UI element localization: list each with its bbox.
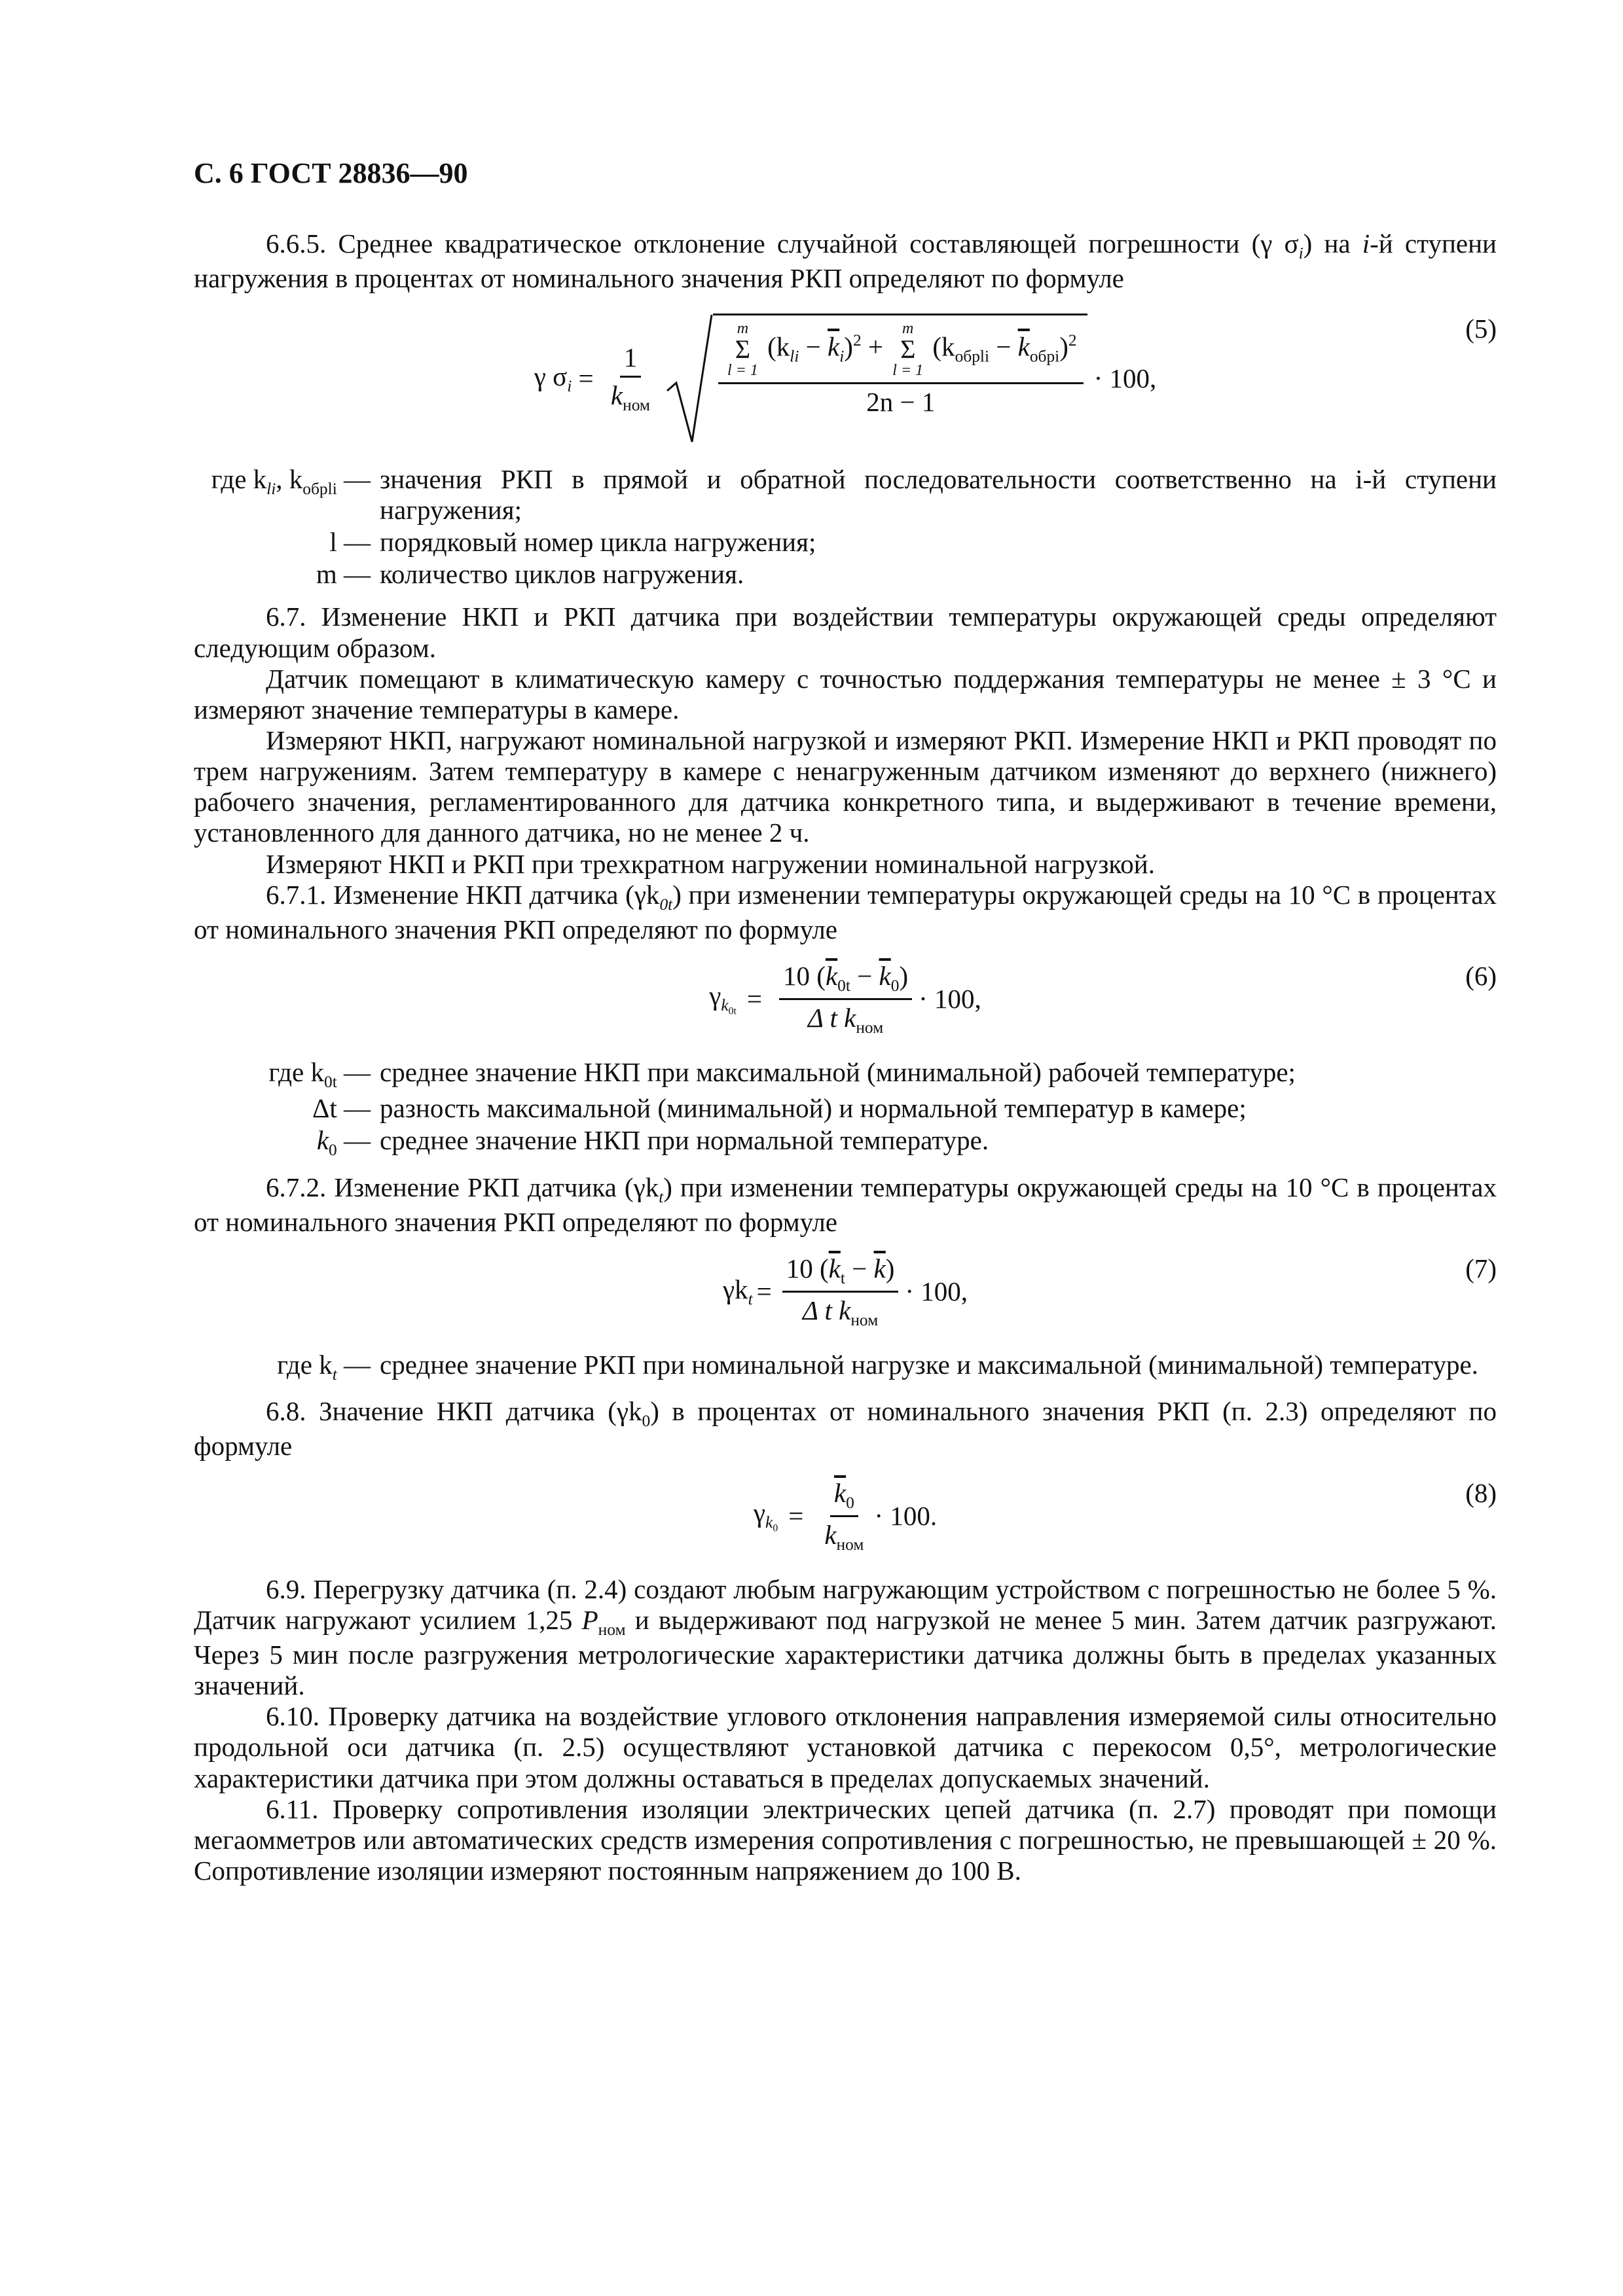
numerator <box>782 1253 899 1293</box>
subscript <box>567 377 572 395</box>
text: − <box>989 331 1018 362</box>
fraction <box>607 342 654 415</box>
subscript: 0 <box>846 1493 854 1512</box>
fraction <box>820 1478 867 1554</box>
definition-text: порядковый номер цикла нагружения; <box>380 527 816 558</box>
symbol: γ <box>753 1497 766 1528</box>
sigma: Σ <box>735 334 751 364</box>
subscript: ном <box>850 1310 879 1329</box>
italic: t <box>659 1187 664 1206</box>
subscript: ном <box>623 396 650 415</box>
italic: $\overline{k}$ <box>828 1253 841 1283</box>
limit: l = 1 <box>892 361 924 379</box>
subscript <box>790 347 799 365</box>
italic: k <box>721 996 729 1015</box>
text: 6.7.2. Изменение РКП датчика (γk <box>266 1172 659 1202</box>
paragraph-6-10: 6.10. Проверку датчика на воздействие углового отклонения направления измеряемой силы относительно продольной оси датчика (п. 2.5) осуществляют установкой датчика с перекосом 0,5°, метрологические характеристики датчика при этом должны оставаться в пределах допускаемых значений. <box>194 1701 1497 1793</box>
formula-lhs <box>709 980 737 1018</box>
text: -й ступени нагружения в процентах от номинального значения РКП определяют по формуле <box>194 228 1497 293</box>
definitions-5 <box>194 464 1497 590</box>
formula-8 <box>194 1478 1497 1554</box>
text: ) при изменении температуры окружающей среды на 10 °С в процентах от номинального значения РКП определяют по формуле <box>194 1172 1497 1237</box>
text: — <box>337 1350 371 1380</box>
text: − <box>845 1253 874 1283</box>
italic: i <box>1362 228 1370 259</box>
sum <box>892 321 923 378</box>
italic: $\overline{k}$ <box>879 960 891 991</box>
subscript: 0 <box>642 1412 651 1431</box>
equation-number: (5) <box>1465 313 1497 344</box>
subscript: ном <box>598 1620 626 1639</box>
equals-sign: = <box>756 1276 772 1306</box>
numerator <box>718 321 1084 384</box>
superscript: 2 <box>1068 331 1077 350</box>
page-content <box>194 157 1497 1886</box>
fraction <box>779 961 912 1037</box>
definition-text: среднее значение НКП при максимальной (минимальной) рабочей температуре; <box>380 1057 1296 1088</box>
italic: k <box>610 380 623 411</box>
text: (k <box>932 331 955 362</box>
italic: i <box>839 347 845 366</box>
paragraph-6-7-chamber: Датчик помещают в климатическую камеру с точностью поддержания температуры не менее ± 3 °С и измеряют значение температуры в камере. <box>194 663 1497 725</box>
text: 10 ( <box>786 1253 829 1283</box>
definitions-6 <box>194 1057 1497 1160</box>
symbol: γ <box>709 980 721 1011</box>
text: и выдерживают под нагрузкой не менее 5 мин. Затем датчик разгружают. Через 5 мин после разгружения метрологические характеристики датчика должны быть в пределах указанных значений. <box>194 1604 1497 1701</box>
definition-text: значения РКП в прямой и обратной последовательности соответственно на i-й ступени нагружения; <box>380 463 1497 525</box>
limit: m <box>902 319 914 337</box>
italic: $\overline{k}$ <box>873 1253 886 1283</box>
subscript: t <box>840 1268 845 1287</box>
subscript <box>748 1290 753 1308</box>
paragraph-6-7-measure: Измеряют НКП, нагружают номинальной нагрузкой и измеряют РКП. Измерение НКП и РКП проводят по трем нагружениям. Затем температуру в камере с ненагруженным датчиком изменяют до верхнего (нижнего) рабочего значения, регламентированного для датчика конкретного типа, и выдерживают в течение времени, установленного для данного датчика, но не менее 2 ч. <box>194 725 1497 848</box>
subscript: 0t <box>837 976 850 995</box>
paragraph-6-11: 6.11. Проверку сопротивления изоляции электрических цепей датчика (п. 2.7) проводят при помощи мегаомметров или автоматических средств измерения сопротивления с погрешностью, не превышающей ± 20 %. Сопротивление изоляции измеряют постоянным напряжением до 100 В. <box>194 1793 1497 1886</box>
italic: k <box>316 1125 329 1156</box>
formula-tail: · 100. <box>874 1500 938 1531</box>
text: + <box>867 331 890 362</box>
definition-text: среднее значение НКП при нормальной температуре. <box>380 1125 989 1156</box>
subscript: 0 <box>890 976 900 995</box>
subscript: обрi <box>1029 347 1060 366</box>
subscript: ном <box>836 1535 864 1554</box>
formula-7 <box>194 1253 1497 1330</box>
subscript <box>266 480 276 498</box>
formula-5 <box>194 314 1497 444</box>
fraction <box>718 321 1084 418</box>
formula-tail: · 100, <box>1093 363 1157 394</box>
numerator <box>830 1478 858 1517</box>
text: 6.9. Перегрузку датчика (п. 2.4) создают любым нагружающим устройством с погрешностью не более 5 %. Датчик нагружают усилием 1,25 <box>194 1573 1497 1635</box>
definition-term <box>194 464 371 526</box>
paragraph-6-8 <box>194 1396 1497 1462</box>
definition-term: m — <box>316 559 371 590</box>
symbol: γk <box>722 1274 748 1304</box>
italic: i <box>567 377 572 396</box>
paragraph-6-9 <box>194 1574 1497 1702</box>
text: где k <box>277 1350 333 1380</box>
subscript: 0t <box>728 1005 737 1017</box>
text: ) при изменении температуры окружающей среды на 10 °С в процентах от номинального значения РКП определяют по формуле <box>194 879 1497 944</box>
limit: m <box>737 319 749 337</box>
text: где k <box>268 1057 324 1088</box>
radical-sign-icon <box>666 314 713 444</box>
italic: li <box>266 479 276 498</box>
paragraph-6-6-5 <box>194 228 1497 294</box>
paragraph-6-7: 6.7. Изменение НКП и РКП датчика при воздействии температуры окружающей среды определяют следующим образом. <box>194 601 1497 663</box>
equation-number: (8) <box>1465 1477 1497 1508</box>
denominator <box>820 1517 867 1554</box>
equals-sign: = <box>746 984 763 1014</box>
subscript: 0 <box>773 1522 778 1534</box>
definition-term <box>194 1350 371 1384</box>
text: где k <box>211 463 267 494</box>
symbol: γ σ <box>534 361 568 392</box>
text: ) на <box>1303 228 1362 259</box>
numerator <box>779 961 912 1000</box>
italic: $\overline{k}$ <box>828 331 840 362</box>
denominator <box>799 1293 882 1330</box>
text: ) <box>899 960 909 991</box>
equals-sign: = <box>572 363 600 394</box>
text: — <box>337 1057 371 1088</box>
italic: i <box>1298 243 1304 262</box>
text: 6.6.5. Среднее квадратическое отклонение случайной составляющей погрешности (γ σ <box>266 228 1299 259</box>
paragraph-6-7-2 <box>194 1172 1497 1238</box>
subscript: 0t <box>323 1073 337 1092</box>
equation-number: (7) <box>1465 1253 1497 1283</box>
italic: t <box>332 1365 337 1384</box>
text: − <box>850 960 879 991</box>
paragraph-6-7-1 <box>194 880 1497 945</box>
definitions-7 <box>194 1350 1497 1384</box>
text: ) <box>1059 331 1068 362</box>
sum <box>727 321 758 378</box>
page-header: С. 6 ГОСТ 28836—90 <box>194 157 468 189</box>
subscript <box>333 1365 337 1384</box>
italic: $\overline{k}$ <box>825 960 838 991</box>
text: 10 ( <box>783 960 826 991</box>
definition-text: разность максимальной (минимальной) и нормальной температур в камере; <box>380 1093 1247 1124</box>
italic: Δ t k <box>802 1295 851 1325</box>
radicand <box>713 314 1087 444</box>
text: ) в процентах от номинального значения РКП (п. 2.3) определяют по формуле <box>194 1396 1497 1462</box>
definition-term <box>194 1125 371 1160</box>
italic: k <box>824 1519 837 1550</box>
text: − <box>799 331 828 362</box>
italic: $\overline{k}$ <box>833 1477 847 1508</box>
text: ) <box>885 1253 895 1283</box>
text: 6.7.1. Изменение НКП датчика (γk <box>266 879 660 910</box>
subscript: 0 <box>329 1141 337 1160</box>
italic: 0t <box>659 895 673 914</box>
formula-6 <box>194 961 1497 1037</box>
paragraph-6-7-triple: Измеряют НКП и РКП при трехкратном нагружении номинальной нагрузкой. <box>266 848 1155 879</box>
subscript: ном <box>856 1018 884 1037</box>
text: , k <box>276 463 303 494</box>
superscript: 2 <box>852 331 862 350</box>
subscript <box>1299 243 1304 262</box>
definition-text: количество циклов нагружения. <box>380 559 744 590</box>
definition-text: среднее значение РКП при номинальной нагрузке и максимальной (минимальной) температуре. <box>380 1350 1478 1380</box>
formula-tail: · 100, <box>905 1276 968 1306</box>
definition-term <box>194 1057 371 1092</box>
equals-sign: = <box>788 1500 804 1531</box>
text: 6.8. Значение НКП датчика (γk <box>266 1396 642 1427</box>
formula-lhs <box>534 361 572 396</box>
numerator: 1 <box>620 342 642 378</box>
equation-number: (6) <box>1465 960 1497 991</box>
text: (k <box>767 331 790 362</box>
italic: P <box>581 1604 598 1635</box>
italic: Δ t k <box>807 1003 856 1033</box>
italic: k <box>765 1513 773 1532</box>
italic: t <box>748 1289 753 1308</box>
formula-tail: · 100, <box>919 984 981 1014</box>
subscript <box>659 895 672 914</box>
italic: $\overline{k}$ <box>1017 331 1030 362</box>
fraction <box>782 1253 899 1330</box>
denominator <box>804 1000 887 1037</box>
subscript: обрli <box>302 479 337 498</box>
subscript: обрli <box>955 347 990 366</box>
definition-term: l — <box>329 527 371 558</box>
text: ) <box>844 331 853 362</box>
text: — <box>337 1125 371 1156</box>
text: — <box>337 463 371 494</box>
denominator <box>607 378 654 415</box>
formula-lhs <box>723 1274 753 1309</box>
definition-term: Δt — <box>312 1093 371 1124</box>
formula-lhs <box>754 1498 778 1535</box>
subscript <box>765 1513 778 1532</box>
square-root <box>666 314 1087 444</box>
limit: l = 1 <box>727 361 758 379</box>
italic: li <box>790 347 799 366</box>
denominator: 2n − 1 <box>866 386 936 417</box>
subscript <box>721 996 737 1017</box>
sigma: Σ <box>900 334 916 364</box>
